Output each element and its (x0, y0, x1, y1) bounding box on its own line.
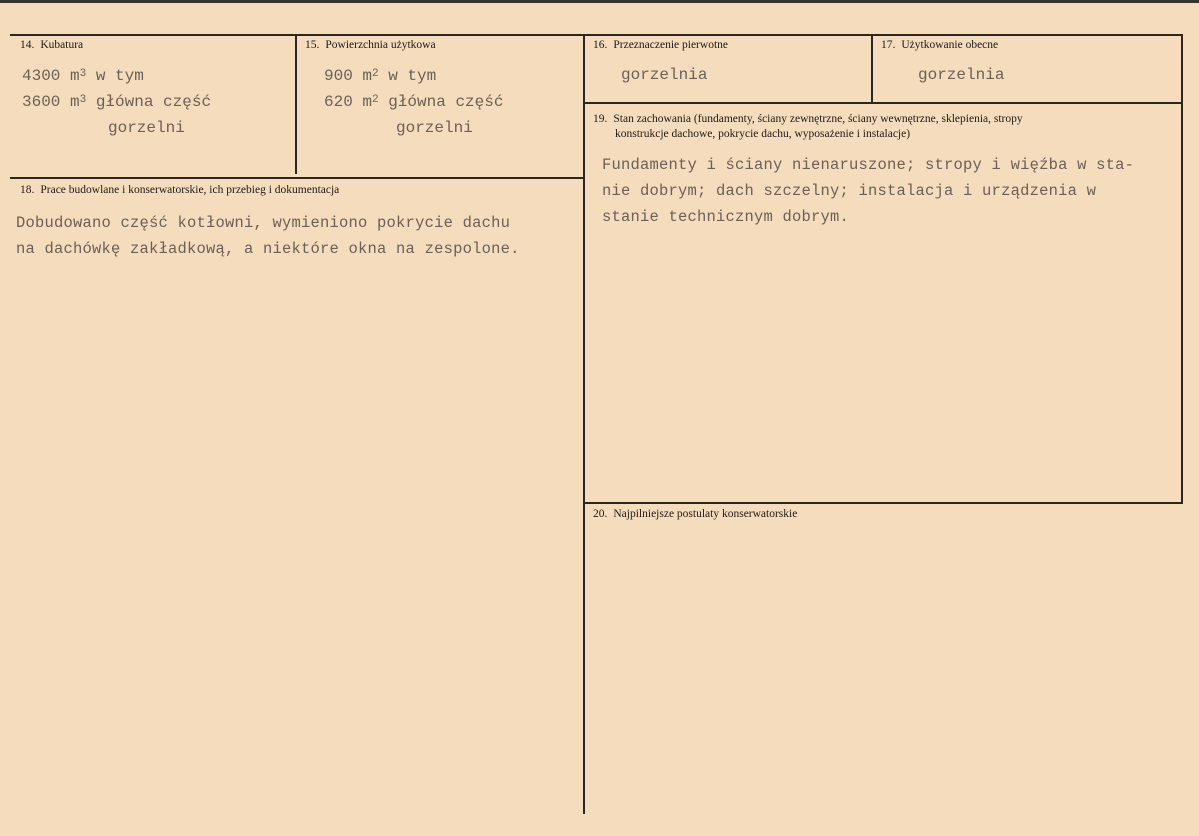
field-19-title-1: Stan zachowania (fundamenty, ściany zewnętrzne, ściany wewnętrzne, sklepienia, stropy (613, 113, 1023, 125)
field-15-line-2 (324, 89, 503, 115)
field-14-number: 14. (20, 39, 35, 51)
field-17-label (881, 38, 998, 52)
field-14-value-2: 3600 m (22, 93, 80, 111)
field-14-unit-sup-1: 3 (79, 68, 87, 80)
field-15-unit-sup-1: 2 (372, 68, 379, 80)
field-16-label (593, 38, 728, 52)
field-16-title: Przeznaczenie pierwotne (613, 39, 728, 51)
divider-right-edge (1181, 34, 1183, 504)
field-19-title-2: konstrukcje dachowe, pokrycie dachu, wyposażenie i instalacje) (615, 128, 911, 140)
divider-v-16-17 (871, 34, 873, 102)
field-14-unit-sup-2: 3 (79, 94, 87, 106)
field-14-label (20, 38, 83, 52)
field-14-rest-3: gorzelni (108, 119, 185, 137)
field-14-rest-1: w tym (86, 67, 144, 85)
field-17-title: Użytkowanie obecne (901, 39, 999, 51)
field-15-line-1 (324, 63, 436, 89)
field-14-rest-2: główna część (86, 93, 212, 111)
field-18-line-2: na dachówkę zakładkową, a niektóre okna na zespolone. (16, 240, 520, 258)
field-15-rest-3: gorzelni (396, 119, 473, 137)
field-15-rest-2: główna część (378, 93, 504, 111)
field-17-number: 17. (881, 39, 896, 51)
field-19-label-line-1 (593, 112, 1023, 126)
field-18-label (20, 183, 339, 197)
divider-v-main (583, 34, 585, 814)
field-20-title: Najpilniejsze postulaty konserwatorskie (613, 508, 798, 520)
field-20-label (593, 507, 797, 521)
field-19-number: 19. (593, 113, 608, 125)
divider-under-14-15 (10, 177, 584, 179)
card-top-edge (0, 0, 1199, 3)
divider-under-16-17 (584, 102, 1183, 104)
field-14-line-3 (108, 115, 185, 141)
field-14-line-2 (22, 89, 211, 115)
field-19-line-2: nie dobrym; dach szczelny; instalacja i urządzenia w (602, 182, 1097, 200)
field-18-title: Prace budowlane i konserwatorskie, ich przebieg i dokumentacja (40, 184, 340, 196)
field-18-number: 18. (20, 184, 35, 196)
field-14-title: Kubatura (40, 39, 84, 51)
field-19-label-line-2 (615, 127, 910, 141)
field-18-line-1: Dobudowano część kotłowni, wymieniono pokrycie dachu (16, 214, 511, 232)
field-16-number: 16. (593, 39, 608, 51)
field-15-unit-sup-2: 2 (372, 94, 379, 106)
divider-above-20 (584, 502, 1183, 504)
field-15-value-2: 620 m (324, 93, 373, 111)
field-15-rest-1: w tym (378, 67, 437, 85)
divider-v-14-15 (295, 34, 297, 174)
field-17-value: gorzelnia (918, 66, 1005, 84)
divider-top (10, 34, 1183, 36)
field-14-line-1 (22, 63, 144, 89)
field-14-value-1: 4300 m (22, 67, 80, 85)
field-16-value: gorzelnia (621, 66, 708, 84)
field-20-number: 20. (593, 508, 608, 520)
field-19-line-3: stanie technicznym dobrym. (602, 208, 850, 226)
field-15-number: 15. (305, 39, 320, 51)
field-15-line-3 (396, 115, 473, 141)
field-19-line-1: Fundamenty i ściany nienaruszone; stropy i więźba w sta- (602, 156, 1135, 174)
field-15-label (305, 38, 436, 52)
field-15-title: Powierzchnia użytkowa (325, 39, 436, 51)
field-15-value-1: 900 m (324, 67, 373, 85)
